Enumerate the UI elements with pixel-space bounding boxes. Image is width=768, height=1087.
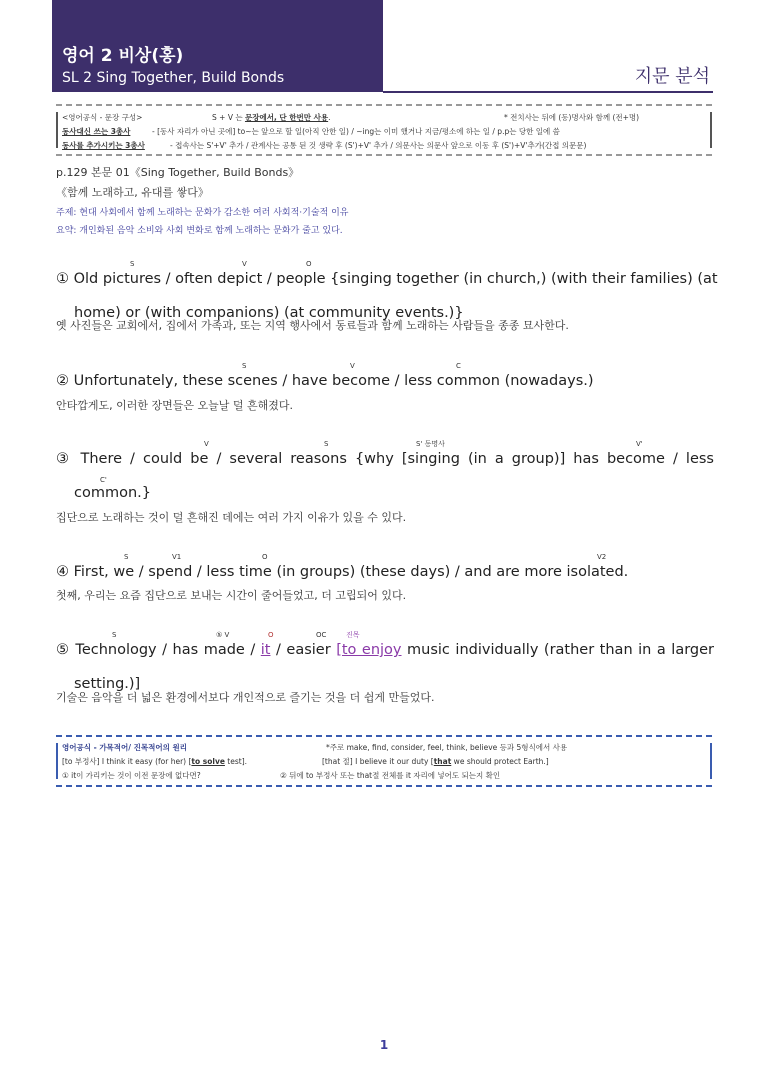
mark-o: O [306,260,312,268]
mark-s: S [242,362,247,370]
sentence-4-line-1: ④ First, we / spend / less time (in groups) (these days) / and are more isolated. [56,564,629,580]
summary-line: 요약: 개인화된 음악 소비와 사회 변화로 함께 노래하는 문화가 줄고 있다. [56,226,343,236]
mark-c-prime: C' [100,476,107,484]
formula-clauses-heading: 동사를 추가시키는 3총사 [62,141,145,150]
sentence-2-translation: 안타깝게도, 이러한 장면들은 오늘날 덜 흔해졌다. [56,399,293,412]
formula-verbals-heading: 동사대신 쓰는 3총사 [62,127,131,136]
formula-sv: S + V 는 문장에서, 단 한번만 사용. [212,113,331,122]
note-that-clause-example: [that 절] I believe it our duty [that we should protect Earth.] [322,757,549,766]
mark-o: O [268,631,274,639]
sentence-2 [56,364,714,398]
header-banner [52,0,383,92]
sentence-1-line-1: ① Old pictures / often depict / people {singing together (in church,) (with their families) (at [56,271,718,287]
topic-line: 주제: 현대 사회에서 함께 노래하는 문화가 감소한 여러 사회적·기술적 이유 [56,208,349,218]
sentence-3-translation: 집단으로 노래하는 것이 덜 흔해진 데에는 여러 가지 이유가 있을 수 있다. [56,511,407,524]
sentence-1-translation: 옛 사진들은 교회에서, 집에서 가족과, 또는 지역 행사에서 동료들과 함께 노래하는 사람들을 종종 묘사한다. [56,319,569,332]
sentence-5-line-2: setting.)] [74,676,141,692]
mark-s-gerund: S' 동명사 [416,440,445,448]
note-verbs: *주로 make, find, consider, feel, think, believe 등과 5형식에서 사용 [326,743,568,752]
mark-c: C [456,362,461,370]
mark-v2: V2 [597,553,607,561]
mark-s: S [130,260,135,268]
mark-s: S [124,553,129,561]
sentence-1-line-2: home) or (with companions) (at community events.)} [74,305,464,321]
mark-v-prime: V' [636,440,643,448]
mark-v1: V1 [172,553,182,561]
mark-v: V [242,260,247,268]
mark-o: O [262,553,268,561]
mark-v: V [204,440,209,448]
mark-oc: OC [316,631,327,639]
grammar-note-box [56,735,712,787]
formula-clauses-text: - 접속사는 S'+V' 추가 / 관계사는 공통 된 것 생략 후 (S')+V' 추가 / 의문사는 의문사 앞으로 이동 후 (S')+V'추가(간접 의문문) [170,141,587,150]
note-to-infinitive-example: [to 부정사] I think it easy (for her) [to solve test]. [62,757,248,766]
sentence-5-line-1: ⑤ Technology / has made / it / easier [to enjoy music individually (rather than in a larger [56,642,714,658]
formula-preposition-note: * 전치사는 뒤에 (동)명사와 함께 (전+명) [504,113,640,122]
section-title: 지문 분석 [634,66,710,87]
note-heading: 영어공식 - 가목적어/ 진목적어의 원리 [62,743,187,752]
formula-verbals-text: - [동사 자리가 아닌 곳에] to~는 앞으로 할 일(아직 안한 일) / ~ing는 이미 했거나 지금/평소에 하는 일 / p.p는 당한 일에 씀 [152,127,560,136]
page-number: 1 [379,1038,389,1052]
sentence-3-line-2: common.} [74,485,151,501]
source-reference: p.129 본문 01《Sing Together, Build Bonds》 [56,166,300,179]
formula-heading: <영어공식 - 문장 구성> [62,113,143,122]
real-object-to-enjoy: [to enjoy [336,642,402,658]
sentence-2-line-1: ② Unfortunately, these scenes / have become / less common (nowadays.) [56,373,594,389]
formula-box [56,104,712,156]
sentence-3-line-1: ③ There / could be / several reasons {why [singing (in a group)] has become / less [56,451,714,467]
dummy-object-it: it [260,642,271,658]
sentence-4-translation: 첫째, 우리는 요즘 집단으로 보내는 시간이 줄어들었고, 더 고립되어 있다. [56,589,407,602]
document-subtitle: SL 2 Sing Together, Build Bonds [62,70,285,86]
note-check-2: ② 뒤에 to 부정사 또는 that절 전체를 it 자리에 넣어도 되는지 확인 [280,771,501,780]
korean-title: 《함께 노래하고, 유대를 쌓다》 [56,186,209,199]
sentence-4 [56,555,714,589]
mark-s: S [112,631,117,639]
sentence-5-translation: 기술은 음악을 더 넓은 환경에서보다 개인적으로 즐기는 것을 더 쉽게 만들었다. [56,691,435,704]
header-divider [383,91,713,93]
mark-five-v: ⑤ V [216,631,230,639]
sentence-3 [56,442,714,510]
mark-real-object: 진목 [346,631,360,639]
note-check-1: ① it이 가리키는 것이 이전 문장에 없다면? [62,771,201,780]
mark-v: V [350,362,355,370]
document-title: 영어 2 비상(홍) [62,46,184,66]
mark-s: S [324,440,329,448]
